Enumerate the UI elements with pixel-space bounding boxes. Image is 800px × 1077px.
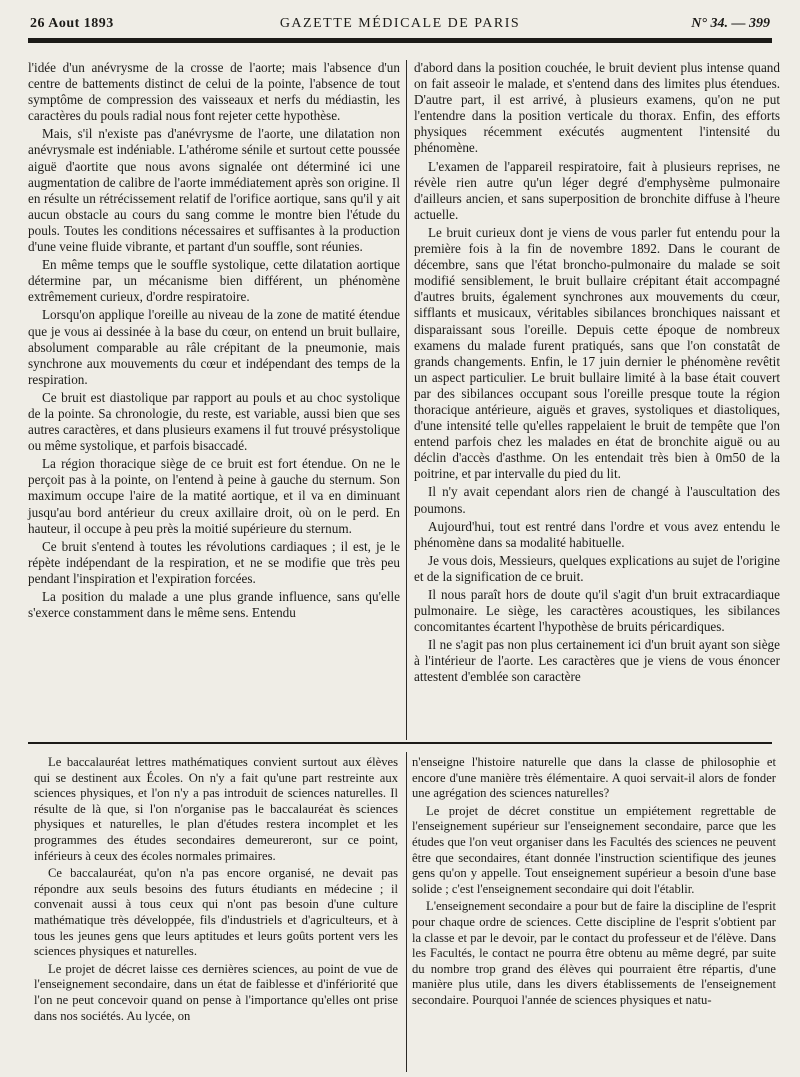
column-divider-lower — [406, 752, 407, 1072]
paragraph: d'abord dans la position couchée, le bruit devient plus intense quand on fait asseoir le malade, et s'entend dans des limites plus étendues. D'autre part, il est arrivé, à plusieurs examens, qu'on ne put l'entendre dans la position verticale du thorax. Enfin, des efforts physiques récemment exécutés augmentent l'intensité du phénomène. — [414, 60, 780, 156]
paragraph: Ce baccalauréat, qu'on n'a pas encore organisé, ne devait pas répondre aux seuls besoins des futurs étudiants en médecine ; il convenait aussi à tous ceux qui n'ont pas besoin d'une culture mathématique très développée, fils d'industriels et d'agriculteurs, et à tous les jeunes gens que leurs aptitudes et leurs goûts portent vers les sciences physiques et naturelles. — [34, 866, 398, 959]
paragraph: La région thoracique siège de ce bruit est fort étendue. On ne le perçoit pas à la pointe, on l'entend à peine à gauche du sternum. Son maximum occupe l'aire de la matité aortique, et il va en diminuant jusqu'au bord antérieur du creux axillaire droit, où on le perd. En hauteur, il occupe à peu près la moitié supérieure du sternum. — [28, 456, 400, 536]
paragraph: Le projet de décret laisse ces dernières sciences, au point de vue de l'enseignement secondaire, dans un état de faiblesse et d'infériorité que l'on ne peut concevoir quand on pense à l'importance qu'elles ont prise dans nos sociétés. Au lycée, on — [34, 961, 398, 1023]
journal-title: GAZETTE MÉDICALE DE PARIS — [279, 16, 521, 31]
paragraph: L'enseignement secondaire a pour but de faire la discipline de l'esprit pour chaque ordre de sciences. Cette discipline de l'esprit s'obtient par la classe et par le devoir, par le contact du professeur et de l'élève. Dans les Facultés, le contact ne pourra être obtenu au même degré, par suite du nombre trop grand des élèves qui pourraient être répartis, d'une manière plus utile, dans les divers établissements de l'enseignement secondaire. Pourquoi l'année de sciences physiques et natu- — [412, 899, 776, 1007]
paragraph: Il ne s'agit pas non plus certainement ici d'un bruit ayant son siège à l'intérieur de l'aorte. Les caractères que je viens de vous énoncer attestent d'emblée son caractère — [414, 637, 780, 685]
header-date: 26 Aout 1893 — [30, 16, 114, 31]
page-number: N° 34. — 399 — [691, 16, 770, 31]
paragraph: Le bruit curieux dont je viens de vous parler fut entendu pour la première fois à la fin de novembre 1892. Dans le courant de décembre, sans que l'état broncho-pulmonaire du malade se soit modifié sensiblement, le bruit bullaire crépitant était accompagné d'autres bruits, également synchrones aux mouvements du cœur, sifflants et musicaux, véritables sibilances bronchiques naissant et disparaissant sous l'oreille. Depuis cette époque de nombreux examens du malade furent pratiqués, sans que l'on constatât de grands changements. Enfin, le 17 juin dernier le phénomène revêtit un aspect particulier. Le bruit bullaire limité à la base était couvert par des sibilances occupant sous l'oreille presque toute la région thoracique antérieure, aiguës et graves, systoliques et diastoliques, d'une intensité telle qu'elles rappelaient le bruit de tempête que l'on entend parfois chez les malades en état de bronchite aiguë ou au déclin d'accès d'asthme. On les entendait très bien à 0m50 de la poitrine, et par intervalle du pied du lit. — [414, 224, 780, 482]
paragraph: Lorsqu'on applique l'oreille au niveau de la zone de matité étendue que je vous ai dessinée à la base du cœur, on entend un bruit bullaire, absolument comparable au râle crépitant de la pneumonie, mais synchrone aux mouvements du cœur et indépendant des temps de la respiration. — [28, 307, 400, 387]
paragraph: L'examen de l'appareil respiratoire, fait à plusieurs reprises, ne révèle rien autre qu'un léger degré d'emphysème pulmonaire d'ailleurs ancien, et sans superposition de bronchite diffuse à l'heure actuelle. — [414, 158, 780, 222]
column-divider — [406, 60, 407, 740]
paragraph: Mais, s'il n'existe pas d'anévrysme de l'aorte, une dilatation non anévrysmale est indéniable. L'athérome sénile et surtout cette poussée aiguë d'aortite que nous avons signalée ont déterminé ici une augmentation de calibre de l'aorte immédiatement après son origine. Il en résulte un rétrécissement relatif de l'orifice aortique, sans qu'il y ait aucun obstacle au cours du sang comme le montre bien l'étude du pouls. Toutes les conditions nécessaires et suffisantes à la production d'une veine fluide vibrante, et partant d'un souffle, sont réunies. — [28, 126, 400, 255]
main-column-left — [28, 60, 400, 623]
paragraph: l'idée d'un anévrysme de la crosse de l'aorte; mais l'absence d'un centre de battements distinct de celui de la pointe, l'absence de tout symptôme de compression des vaisseaux et nerfs du médiastin, les caractères du pouls radial nous font rejeter cette hypothèse. — [28, 60, 400, 124]
section-rule — [28, 742, 772, 744]
paragraph: Ce bruit s'entend à toutes les révolutions cardiaques ; il est, je le répète indépendant de la respiration, et ne se modifie que très peu pendant l'inspiration et l'expiration forcées. — [28, 538, 400, 586]
paragraph: Il nous paraît hors de doute qu'il s'agit d'un bruit extracardiaque pulmonaire. Le siège, les caractères acoustiques, les sibilances concomitantes écartent l'hypothèse de bruits péricardiques. — [414, 587, 780, 635]
paragraph: Le projet de décret constitue un empiétement regrettable de l'enseignement supérieur sur l'enseignement secondaire, parce que les études que l'on veut organiser dans les Facultés des sciences ne peuvent être que secondaires, étant donnée l'instruction scientifique des jeunes gens qu'on y appelle. Tout enseignement supérieur a besoin d'une base solide ; c'est l'enseignement secondaire qui doit l'établir. — [412, 803, 776, 896]
paragraph: La position du malade a une plus grande influence, sans qu'elle s'exerce constamment dans le même sens. Entendu — [28, 589, 400, 621]
lower-column-right — [412, 755, 776, 1011]
header-rule — [28, 38, 772, 43]
lower-column-left — [34, 755, 398, 1026]
main-column-right — [414, 60, 780, 688]
paragraph: Je vous dois, Messieurs, quelques explications au sujet de l'origine et de la signification de ce bruit. — [414, 552, 780, 584]
paragraph: n'enseigne l'histoire naturelle que dans la classe de philosophie et encore d'une manière très élémentaire. A quoi servait-il alors de fonder une agrégation des sciences naturelles? — [412, 755, 776, 801]
paragraph: Aujourd'hui, tout est rentré dans l'ordre et vous avez entendu le phénomène dans sa modalité habituelle. — [414, 518, 780, 550]
paragraph: Ce bruit est diastolique par rapport au pouls et au choc systolique de la pointe. Sa chronologie, du reste, est variable, aussi bien que ses autres caractères, et dans plusieurs examens il fut trouvé présystolique ou même systolique, et parfois bisaccadé. — [28, 389, 400, 454]
paragraph: Il n'y avait cependant alors rien de changé à l'auscultation des poumons. — [414, 484, 780, 516]
paragraph: En même temps que le souffle systolique, cette dilatation aortique détermine par, un mécanisme bien différent, un phénomène extrêmement curieux, d'ordre respiratoire. — [28, 257, 400, 305]
running-header — [30, 14, 770, 34]
paragraph: Le baccalauréat lettres mathématiques convient surtout aux élèves qui se destinent aux Écoles. On n'y a fait qu'une part restreinte aux sciences physiques, et l'on n'y a pas introduit de sciences naturelles. Il résulte de là que, si l'on n'organise pas le baccalauréat ès sciences physiques et naturelles, le plan d'études restera incomplet et les programmes des études secondaires demeureront, sur ce point, inférieurs à ceux des écoles normales primaires. — [34, 755, 398, 863]
